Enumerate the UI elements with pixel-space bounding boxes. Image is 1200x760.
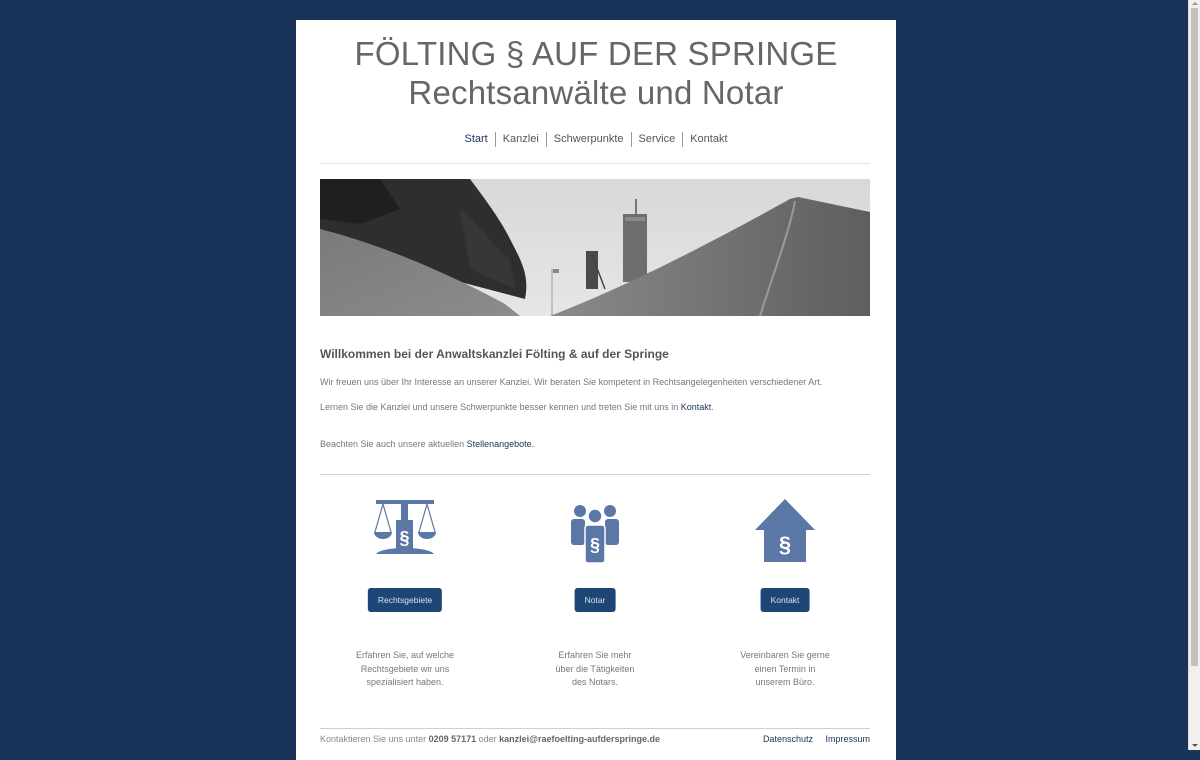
svg-text:§: §: [399, 528, 410, 548]
vertical-scrollbar[interactable]: [1188, 0, 1200, 750]
divider: [320, 474, 870, 475]
nav-item-service[interactable]: Service: [631, 132, 683, 147]
scrollbar-thumb[interactable]: [1191, 8, 1198, 666]
scales-paragraph-icon: [320, 490, 490, 560]
feature-description: [700, 649, 870, 690]
feature-description: [510, 649, 680, 690]
site-title-line2: Rechtsanwälte und Notar: [408, 74, 784, 111]
nav-item-kontakt[interactable]: Kontakt: [682, 132, 734, 147]
desc-line: des Notars.: [571, 677, 619, 687]
svg-text:§: §: [589, 535, 601, 555]
footer-text: oder: [476, 734, 500, 744]
site-title-line1: FÖLTING § AUF DER SPRINGE: [354, 35, 838, 72]
desc-line: über die Tätigkeiten: [555, 663, 635, 674]
footer-email[interactable]: kanzlei@raefoelting-aufderspringe.de: [499, 734, 660, 744]
desc-line: Vereinbaren Sie gerne: [740, 650, 830, 660]
house-paragraph-icon: [700, 490, 870, 560]
desc-line: unserem Büro.: [755, 677, 815, 687]
desc-line: Erfahren Sie mehr: [558, 650, 632, 660]
welcome-text-3: [320, 439, 534, 449]
footer-links: [753, 732, 870, 746]
nav-item-schwerpunkte[interactable]: Schwerpunkte: [546, 132, 631, 147]
footer-phone: 0209 57171: [428, 734, 477, 744]
page-container: [296, 20, 896, 760]
feature-kontakt: [700, 490, 870, 687]
divider: [320, 163, 870, 164]
footer: [320, 732, 870, 746]
nav-item-kanzlei[interactable]: Kanzlei: [495, 132, 546, 147]
stellenangebote-link[interactable]: Stellenangebote.: [466, 439, 535, 449]
scroll-up-arrow-icon[interactable]: [1192, 2, 1198, 5]
svg-text:§: §: [778, 532, 792, 557]
scroll-down-arrow-icon[interactable]: [1192, 744, 1198, 747]
main-nav: [296, 132, 896, 147]
feature-notar: [510, 490, 680, 687]
rechtsgebiete-button[interactable]: Rechtsgebiete: [368, 588, 442, 612]
site-title: [296, 20, 896, 112]
welcome-heading: Willkommen bei der Anwaltskanzlei Fölting & auf der Springe: [320, 347, 669, 361]
welcome-text-2-content: Lernen Sie die Kanzlei und unsere Schwerpunkte besser kennen und treten Sie mit uns in: [320, 402, 681, 412]
desc-line: spezialisiert haben.: [366, 677, 444, 687]
feature-description: [320, 649, 490, 690]
datenschutz-link[interactable]: Datenschutz: [762, 734, 813, 744]
desc-line: Erfahren Sie, auf welche: [355, 650, 455, 660]
hero-image: [320, 179, 870, 316]
impressum-link[interactable]: Impressum: [825, 734, 870, 744]
desc-line: Rechtsgebiete wir uns: [360, 663, 450, 674]
feature-rechtsgebiete: [320, 490, 490, 687]
welcome-text-3-content: Beachten Sie auch unsere aktuellen: [320, 439, 467, 449]
welcome-text-1-content: Wir freuen uns über Ihr Interesse an unserer Kanzlei. Wir beraten Sie kompetent in Rechtsangelegenheiten verschiedener Art.: [320, 377, 823, 387]
nav-item-start[interactable]: Start: [464, 133, 488, 145]
people-paragraph-icon: [510, 490, 680, 560]
welcome-section: [320, 347, 870, 449]
desc-line: einen Termin in: [754, 663, 816, 674]
kontakt-button[interactable]: Kontakt: [761, 588, 810, 612]
welcome-text-1: [320, 377, 822, 387]
notar-button[interactable]: Notar: [575, 588, 616, 612]
welcome-text-2: [320, 402, 714, 412]
footer-text: Kontaktieren Sie uns unter: [320, 734, 429, 744]
features-section: [320, 490, 870, 700]
hero-photo: [320, 179, 870, 316]
footer-divider: [320, 728, 870, 729]
kontakt-link[interactable]: Kontakt: [680, 402, 712, 412]
period: .: [711, 402, 714, 412]
